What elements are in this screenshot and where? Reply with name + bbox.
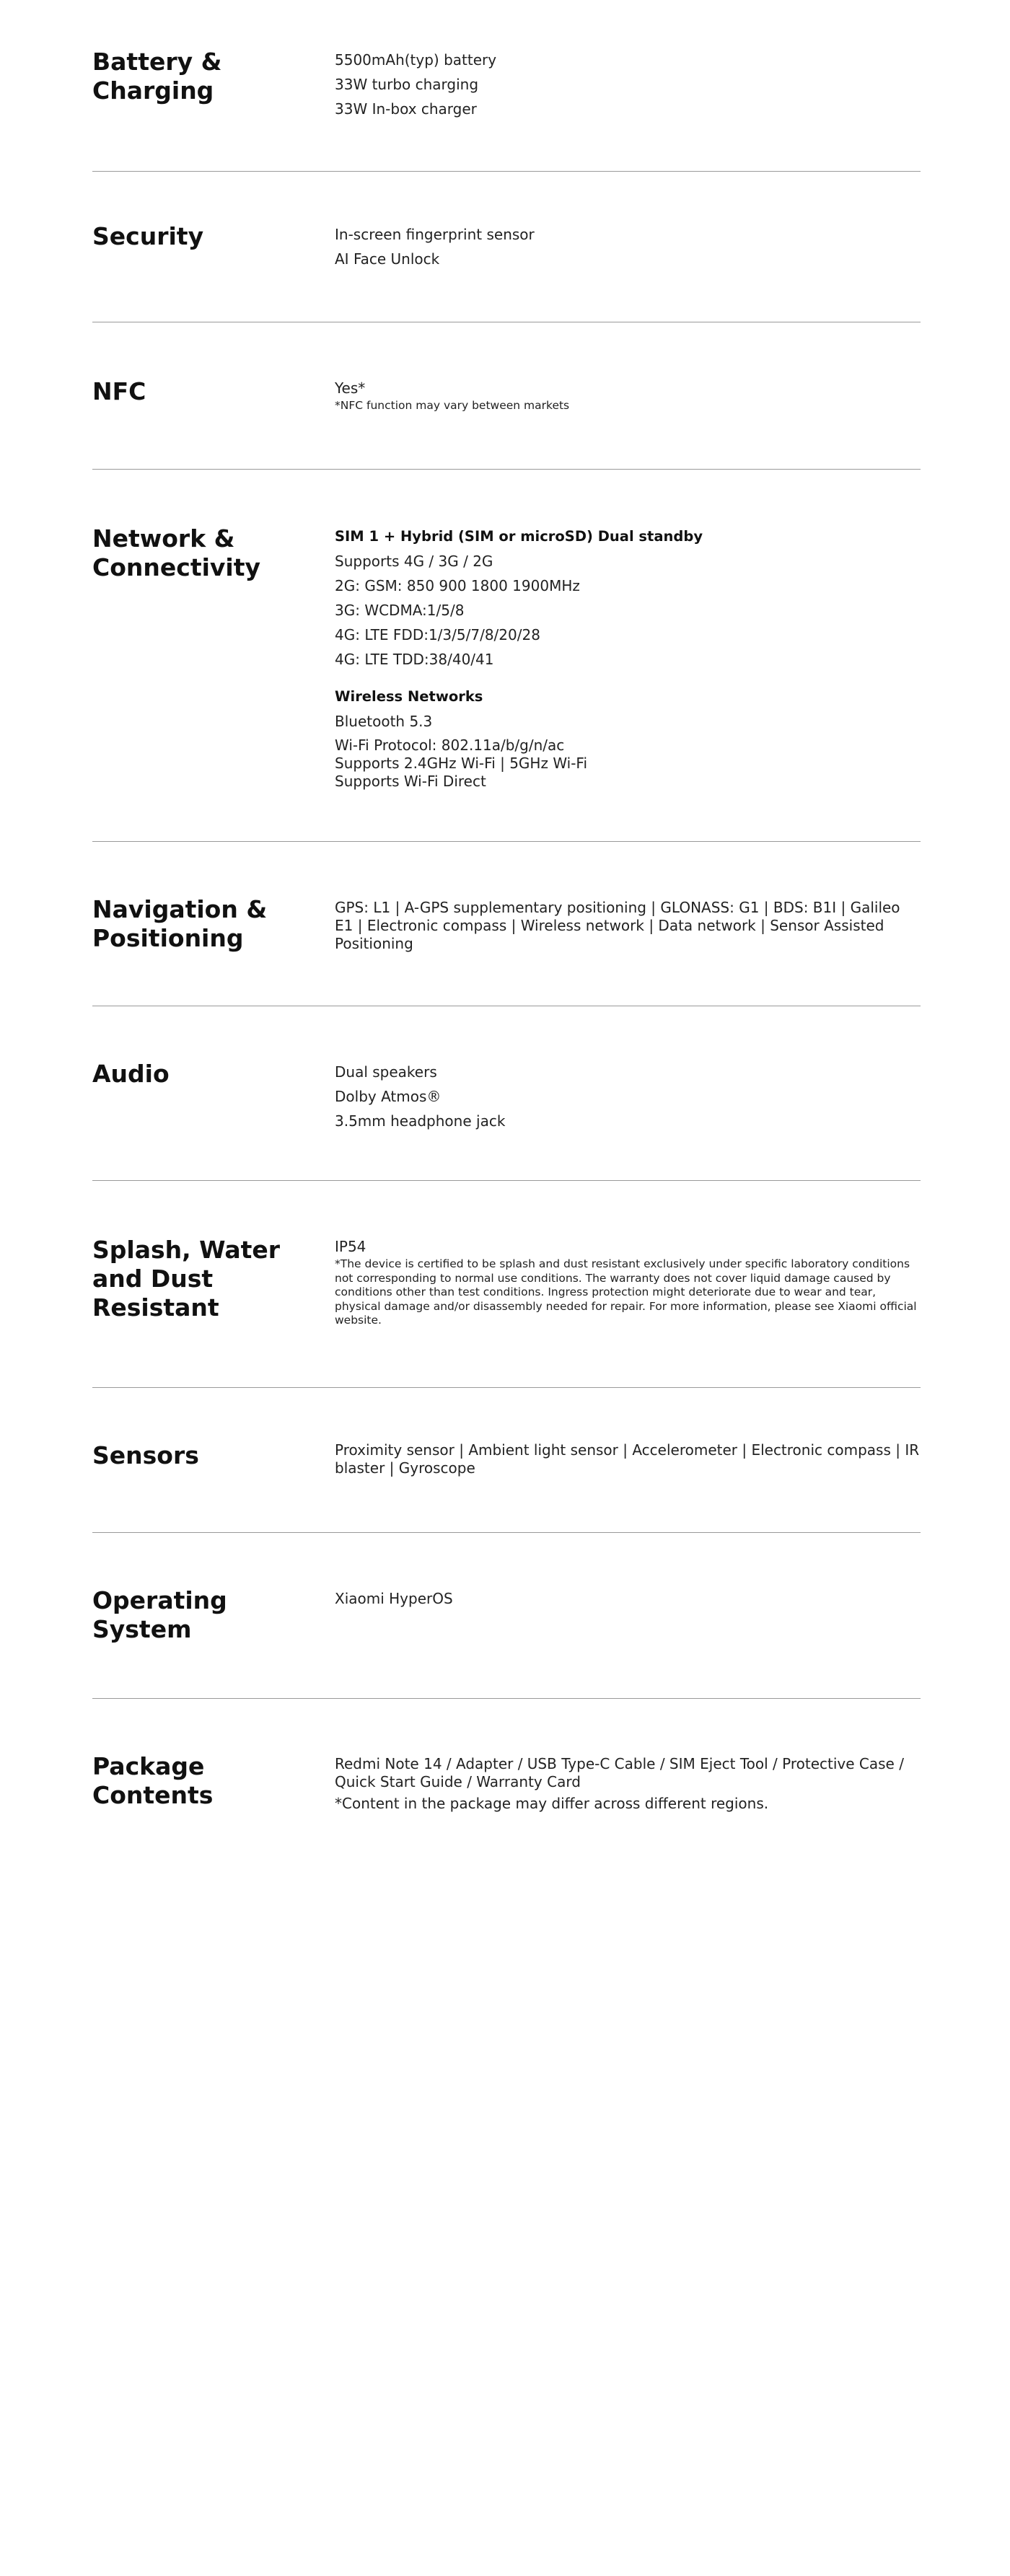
spec-line: 2G: GSM: 850 900 1800 1900MHz <box>335 577 580 594</box>
spec-line: Wi-Fi Protocol: 802.11a/b/g/n/ac <box>335 737 565 754</box>
spec-line: 3.5mm headphone jack <box>335 1112 506 1130</box>
section-security <box>92 172 921 322</box>
spec-line: In-screen fingerprint sensor <box>335 226 535 243</box>
section-title: Sensors <box>92 1441 199 1469</box>
spec-line: 33W turbo charging <box>335 76 479 93</box>
spec-line: 5500mAh(typ) battery <box>335 51 497 69</box>
spec-paragraph: Redmi Note 14 / Adapter / USB Type-C Cable / SIM Eject Tool / Protective Case / Quick Start Guide / Warranty Card <box>335 1755 904 1790</box>
spec-list <box>92 0 921 1872</box>
section-nfc <box>92 322 921 470</box>
spec-line: Xiaomi HyperOS <box>335 1590 453 1607</box>
section-title: Splash, Water and Dust Resistant <box>92 1236 281 1322</box>
section-title: Operating System <box>92 1586 227 1643</box>
spec-line: AI Face Unlock <box>335 250 440 268</box>
section-title: NFC <box>92 377 146 405</box>
section-sensors <box>92 1388 921 1533</box>
spec-line: 3G: WCDMA:1/5/8 <box>335 602 465 619</box>
section-title: Battery & Charging <box>92 48 222 105</box>
spec-line: Supports 4G / 3G / 2G <box>335 553 493 570</box>
section-title: Audio <box>92 1060 170 1088</box>
section-audio <box>92 1006 921 1181</box>
spec-line: 4G: LTE TDD:38/40/41 <box>335 651 494 668</box>
spec-line: Bluetooth 5.3 <box>335 713 433 730</box>
spec-footnote: *NFC function may vary between markets <box>335 399 570 412</box>
spec-line: IP54 <box>335 1238 366 1255</box>
spec-line: Supports Wi-Fi Direct <box>335 773 486 790</box>
section-package-contents <box>92 1699 921 1872</box>
wireless-heading: Wireless Networks <box>335 688 483 705</box>
spec-line: Supports 2.4GHz Wi-Fi | 5GHz Wi-Fi <box>335 755 588 772</box>
spec-paragraph: GPS: L1 | A-GPS supplementary positioning | GLONASS: G1 | BDS: B1I | Galileo E1 | Electronic compass | Wireless network | Data network | Sensor Assisted Positioning <box>335 899 900 952</box>
spec-footnote: *The device is certified to be splash and dust resistant exclusively under specific laboratory conditions not corresponding to normal use conditions. The warranty does not cover liquid damage caused by conditions other than test conditions. Ingress protection might deteriorate due to wear and tear, physical damage and/or disassembly needed for repair. For more information, please see Xiaomi official website. <box>335 1257 917 1327</box>
spec-line: Dolby Atmos® <box>335 1088 442 1105</box>
section-title: Network & Connectivity <box>92 524 261 581</box>
section-network-connectivity <box>92 470 921 842</box>
section-operating-system <box>92 1533 921 1699</box>
spec-line: Yes* <box>335 379 366 397</box>
spec-line: 4G: LTE FDD:1/3/5/7/8/20/28 <box>335 626 540 643</box>
spec-line: Dual speakers <box>335 1063 437 1081</box>
sim-heading: SIM 1 + Hybrid (SIM or microSD) Dual standby <box>335 528 703 545</box>
section-title: Navigation & Positioning <box>92 895 268 952</box>
spec-line: 33W In-box charger <box>335 100 477 118</box>
spec-paragraph: Proximity sensor | Ambient light sensor | Accelerometer | Electronic compass | IR blaster | Gyroscope <box>335 1441 920 1477</box>
section-battery-charging <box>92 0 921 172</box>
section-title: Security <box>92 222 204 250</box>
section-title: Package Contents <box>92 1752 214 1809</box>
spec-line: *Content in the package may differ across different regions. <box>335 1795 769 1812</box>
section-navigation-positioning <box>92 842 921 1006</box>
section-splash-water-dust <box>92 1181 921 1388</box>
